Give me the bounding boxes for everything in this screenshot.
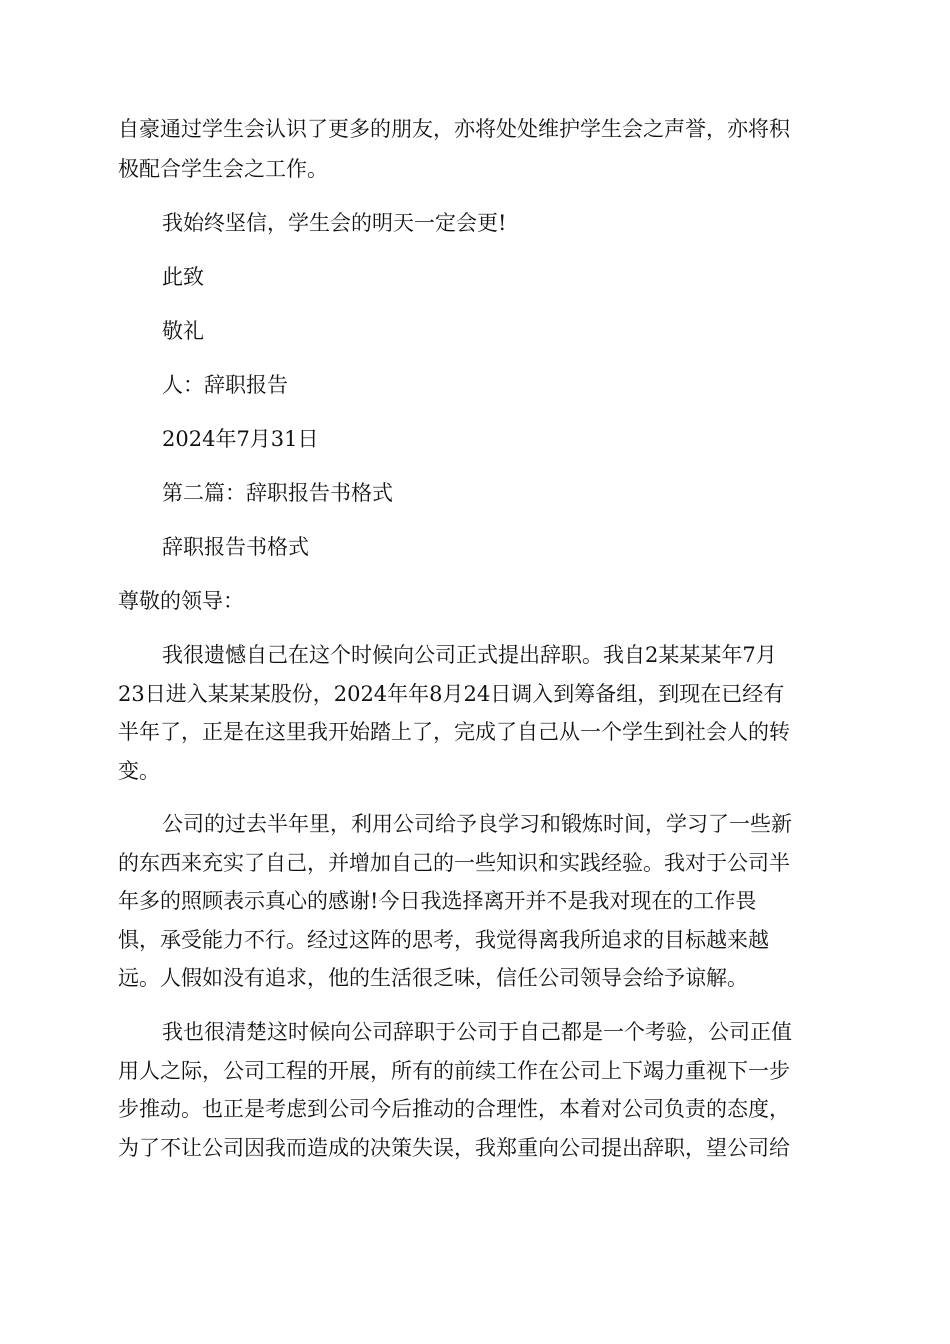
paragraph-line: 远。人假如没有追求，他的生活很乏味，信任公司领导会给予谅解。: [118, 966, 748, 990]
paragraph-line: 惧，承受能力不行。经过这阵的思考，我觉得离我所追求的目标越来越: [118, 928, 769, 952]
paragraph-line: 变。: [118, 759, 160, 783]
paragraph-line: 我很遗憾自己在这个时候向公司正式提出辞职。我自2某某某年7月: [162, 643, 777, 667]
paragraph-line: 我也很清楚这时候向公司辞职于公司于自己都是一个考验，公司正值: [162, 1020, 792, 1044]
text-line: 极配合学生会之工作。: [118, 157, 328, 181]
closing-salutation: 敬礼: [162, 319, 204, 343]
document-title: 辞职报告书格式: [162, 535, 309, 559]
closing-line: 此致: [162, 265, 204, 289]
paragraph-line: 半年了，正是在这里我开始踏上了，完成了自己从一个学生到社会人的转: [118, 720, 790, 744]
paragraph-line: 公司的过去半年里，利用公司给予良学习和锻炼时间，学习了一些新: [162, 812, 792, 836]
signature-line: 人：辞职报告: [162, 373, 288, 397]
text-line: 我始终坚信，学生会的明天一定会更!: [162, 211, 507, 235]
paragraph-line: 年多的照顾表示真心的感谢!今日我选择离开并不是我对现在的工作畏: [118, 889, 757, 913]
paragraph-line: 23日进入某某某股份，2024年年8月24日调入到筹备组，到现在已经有: [118, 682, 785, 706]
section-heading: 第二篇：辞职报告书格式: [162, 481, 393, 505]
paragraph-line: 用人之际，公司工程的开展，所有的前续工作在公司上下竭力重视下一步: [118, 1059, 790, 1083]
text-line: 自豪通过学生会认识了更多的朋友，亦将处处维护学生会之声誉，亦将积: [118, 117, 790, 141]
paragraph-line: 为了不让公司因我而造成的决策失误，我郑重向公司提出辞职，望公司给: [118, 1136, 790, 1160]
paragraph-line: 的东西来充实了自己，并增加自己的一些知识和实践经验。我对于公司半: [118, 851, 790, 875]
date-line: 2024年7月31日: [162, 427, 319, 451]
greeting-line: 尊敬的领导：: [118, 589, 244, 613]
paragraph-line: 步推动。也正是考虑到公司今后推动的合理性，本着对公司负责的态度，: [118, 1097, 790, 1121]
